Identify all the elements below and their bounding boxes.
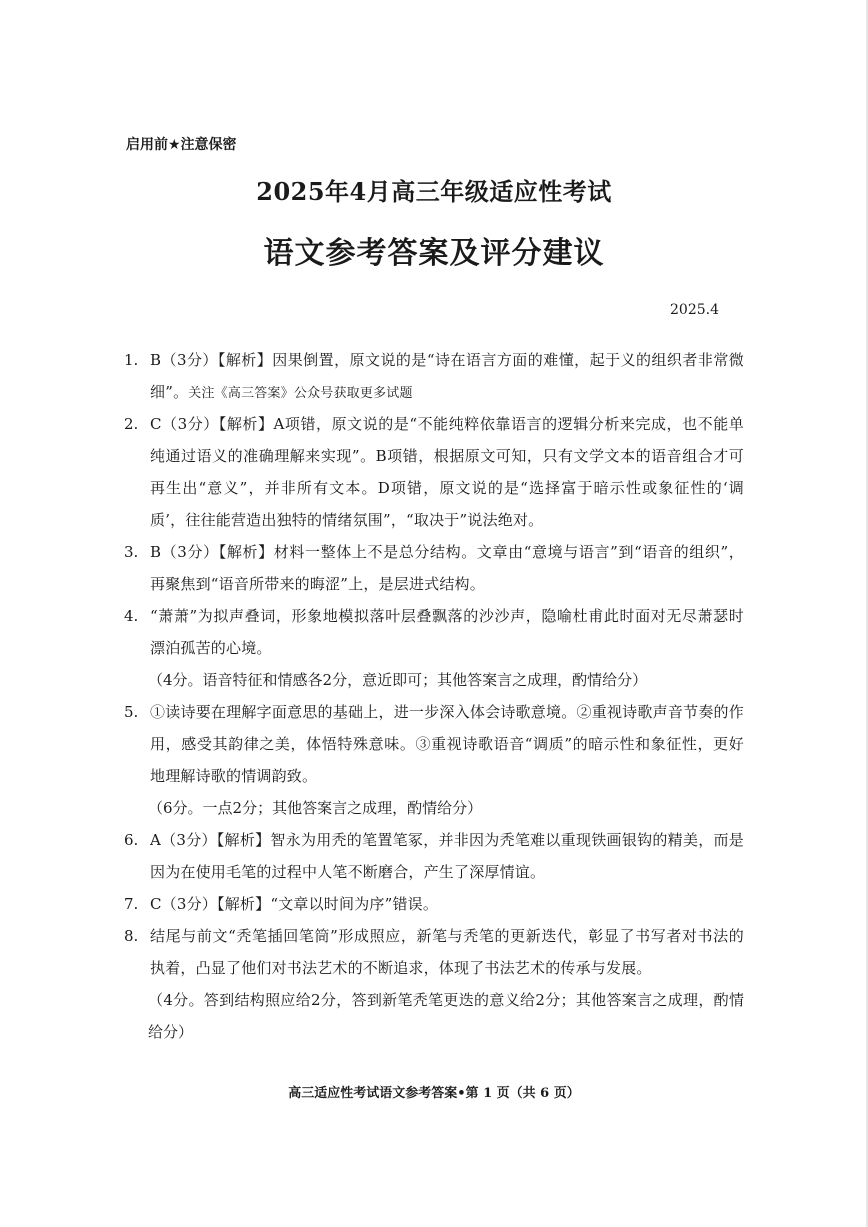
answer-item-5	[124, 696, 744, 792]
answer-line: 细”。	[150, 383, 189, 401]
answer-line: B（3分）【解析】因果倒置，原文说的是“诗在语言方面的难懂，起于义的组织者非常微	[150, 351, 744, 369]
answer-line: 纯通过语义的准确理解来实现”。B项错，根据原文可知，只有文学文本的语音组合才可	[150, 447, 744, 465]
answer-number: 4.	[124, 607, 139, 625]
answer-number: 8.	[124, 927, 139, 945]
answer-line: 再聚焦到“语音所带来的晦涩”上，是层进式结构。	[150, 575, 485, 593]
document-date: 2025.4	[670, 302, 719, 318]
answer-number: 2.	[124, 415, 139, 433]
secrecy-label: 启用前★注意保密	[126, 137, 237, 153]
answer-item-2	[124, 408, 744, 536]
answer-list	[124, 344, 744, 1048]
answer-number: 3.	[124, 543, 139, 561]
answer-line: 漂泊孤苦的心境。	[150, 639, 272, 657]
answer-line: C（3分）【解析】“文章以时间为序”错误。	[150, 895, 439, 913]
answer-line: 因为在使用毛笔的过程中人笔不断磨合，产生了深厚情谊。	[150, 863, 546, 881]
scoring-note: （4分。语音特征和情感各2分，意近即可；其他答案言之成理，酌情给分）	[148, 671, 648, 689]
answer-line: A（3分）【解析】智永为用秃的笔置笔冢，并非因为秃笔难以重现铁画银钩的精美，而是	[150, 831, 744, 849]
scoring-note: 给分）	[148, 1023, 194, 1041]
document-title: 语文参考答案及评分建议	[263, 236, 605, 271]
exam-title: 2025年4月高三年级适应性考试	[256, 177, 612, 206]
scoring-note: （6分。一点2分；其他答案言之成理，酌情给分）	[148, 799, 483, 817]
promo-note: 关注《高三答案》公众号获取更多试题	[188, 386, 413, 401]
answer-number: 6.	[124, 831, 139, 849]
answer-item-6	[124, 824, 744, 888]
answer-line: 再生出“意义”，并非所有文本。D项错，原文说的是“选择富于暗示性或象征性的‘调	[150, 479, 744, 497]
answer-line: 执着，凸显了他们对书法艺术的不断追求，体现了书法艺术的传承与发展。	[150, 959, 652, 977]
answer-number: 7.	[124, 895, 139, 913]
answer-line: C（3分）【解析】A项错，原文说的是“不能纯粹依靠语言的逻辑分析来完成，也不能单	[150, 415, 744, 433]
answer-line: 用，感受其韵律之美，体悟特殊意味。③重视诗歌语音“调质”的暗示性和象征性，更好	[150, 735, 744, 753]
scoring-note: （4分。答到结构照应给2分，答到新笔秃笔更迭的意义给2分；其他答案言之成理，酌情	[148, 991, 744, 1009]
answer-number: 1.	[124, 351, 139, 369]
answer-line-with-note	[150, 376, 744, 408]
answer-item-4	[124, 600, 744, 664]
answer-line: 结尾与前文“秃笔插回笔筒”形成照应，新笔与秃笔的更新迭代，彰显了书写者对书法的	[150, 927, 744, 945]
answer-line: 质’，往往能营造出独特的情绪氛围”，“取决于”说法绝对。	[150, 511, 544, 529]
answer-line: ①读诗要在理解字面意思的基础上，进一步深入体会诗歌意境。②重视诗歌声音节奏的作	[150, 703, 744, 721]
answer-line: “萧萧”为拟声叠词，形象地模拟落叶层叠飘落的沙沙声，隐喻杜甫此时面对无尽萧瑟时	[150, 607, 744, 625]
answer-item-8	[124, 920, 744, 984]
page-footer: 高三适应性考试语文参考答案•第 1 页（共 6 页）	[288, 1086, 580, 1101]
answer-line: 地理解诗歌的情调韵致。	[150, 767, 318, 785]
answer-item-1	[124, 344, 744, 408]
answer-item-7	[124, 888, 744, 920]
answer-item-3	[124, 536, 744, 600]
answer-number: 5.	[124, 703, 139, 721]
answer-line: B（3分）【解析】材料一整体上不是总分结构。文章由“意境与语言”到“语音的组织”，	[150, 543, 744, 561]
